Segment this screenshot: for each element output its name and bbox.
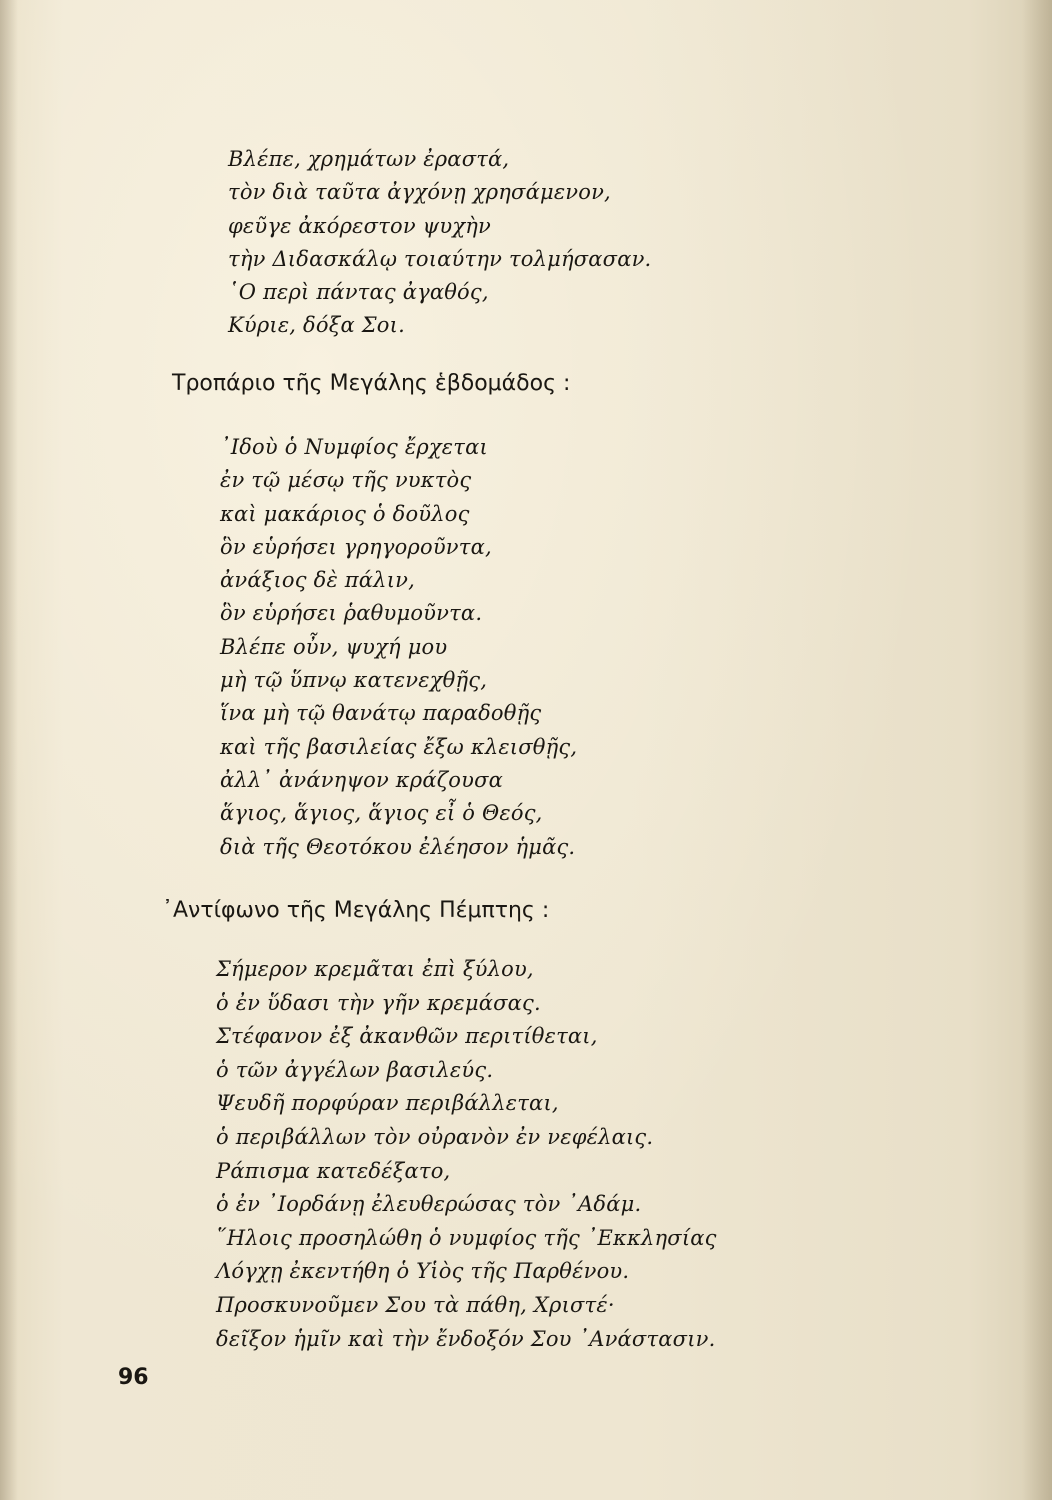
verse-line: τὸν διὰ ταῦτα ἀγχόνῃ χρησάμενον,: [228, 180, 611, 205]
verse-line: Λόγχῃ ἐκεντήθη ὁ Υἱὸς τῆς Παρθένου.: [216, 1259, 630, 1284]
verse-line: ἵνα μὴ τῷ θανάτῳ παραδοθῇς: [220, 701, 542, 726]
poem-block-1: [228, 143, 651, 343]
poem-block-3: [216, 953, 717, 1356]
page-edge-shadow-right: [1022, 0, 1052, 1500]
page-number: 96: [118, 1365, 149, 1390]
poem-block-2: [220, 431, 577, 864]
verse-line: ῞Ηλοις προσηλώθη ὁ νυμφίος τῆς ᾿Εκκλησίας: [216, 1225, 717, 1250]
verse-line: ῾Ο περὶ πάντας ἀγαθός,: [228, 280, 489, 305]
verse-line: τὴν Διδασκάλῳ τοιαύτην τολμήσασαν.: [228, 246, 652, 271]
verse-line: Βλέπε οὖν, ψυχή μου: [220, 634, 448, 659]
verse-line: Ψευδῆ πορφύραν περιβάλλεται,: [216, 1091, 559, 1116]
verse-line: ᾿Ιδοὺ ὁ Νυμφίος ἔρχεται: [220, 435, 488, 459]
verse-line: ἀλλ᾿ ἀνάνηψον κράζουσα: [220, 767, 504, 792]
verse-line: ἐν τῷ μέσῳ τῆς νυκτὸς: [220, 468, 472, 493]
verse-line: ὁ περιβάλλων τὸν οὐρανὸν ἐν νεφέλαις.: [216, 1124, 654, 1149]
section-heading-antiphon: ᾿Αντίφωνο τῆς Μεγάλης Πέμπτης :: [162, 898, 550, 923]
verse-line: Βλέπε, χρημάτων ἐραστά,: [228, 147, 510, 171]
verse-line: ὃν εὑρήσει γρηγοροῦντα,: [220, 534, 492, 559]
verse-line: δεῖξον ἡμῖν καὶ τὴν ἔνδοξόν Σου ᾿Ανάστασιν.: [216, 1326, 716, 1351]
verse-line: ἀνάξιος δὲ πάλιν,: [220, 568, 415, 593]
verse-line: Ράπισμα κατεδέξατο,: [216, 1158, 451, 1183]
verse-line: διὰ τῆς Θεοτόκου ἐλέησον ἡμᾶς.: [220, 834, 576, 859]
section-heading-troparion: Τροπάριο τῆς Μεγάλης ἑβδομάδος :: [172, 371, 571, 396]
verse-line: καὶ μακάριος ὁ δοῦλος: [220, 501, 470, 526]
verse-line: Σήμερον κρεμᾶται ἐπὶ ξύλου,: [216, 957, 534, 981]
verse-line: φεῦγε ἀκόρεστον ψυχὴν: [228, 213, 491, 238]
verse-line: ὁ τῶν ἀγγέλων βασιλεύς.: [216, 1057, 494, 1082]
page-edge-shadow-left: [0, 0, 18, 1500]
verse-line: ὁ ἐν ὕδασι τὴν γῆν κρεμάσας.: [216, 990, 541, 1015]
verse-line: Προσκυνοῦμεν Σου τὰ πάθη, Χριστέ·: [216, 1292, 615, 1317]
verse-line: μὴ τῷ ὕπνῳ κατενεχθῇς,: [220, 668, 488, 693]
verse-line: καὶ τῆς βασιλείας ἔξω κλεισθῇς,: [220, 734, 578, 759]
verse-line: Στέφανον ἐξ ἀκανθῶν περιτίθεται,: [216, 1024, 598, 1049]
verse-line: ὁ ἐν ᾿Ιορδάνῃ ἐλευθερώσας τὸν ᾿Αδάμ.: [216, 1192, 642, 1217]
verse-line: ἅγιος, ἅγιος, ἅγιος εἶ ὁ Θεός,: [220, 801, 543, 826]
verse-line: ὃν εὑρήσει ῥαθυμοῦντα.: [220, 601, 483, 626]
verse-line: Κύριε, δόξα Σοι.: [228, 313, 405, 338]
